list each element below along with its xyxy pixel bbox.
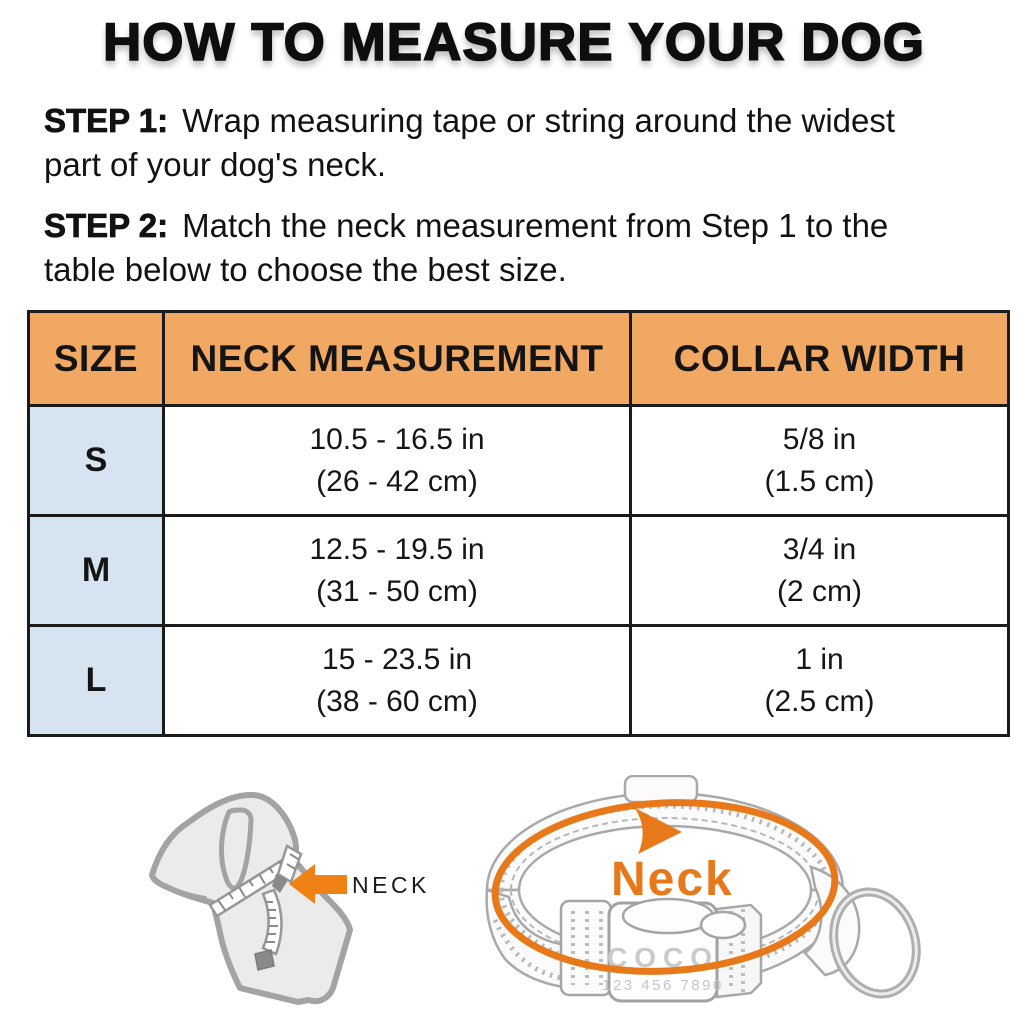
collar-width-cell xyxy=(631,406,1009,516)
step-2-label: STEP 2: xyxy=(44,207,169,244)
table-row-l xyxy=(29,626,1009,736)
collar-inches: 5/8 in xyxy=(782,422,857,456)
neck-measurement-cell xyxy=(164,406,631,516)
collar-inches: 1 in xyxy=(795,642,844,676)
neck-inches: 12.5 - 19.5 in xyxy=(309,532,485,566)
collar-engraved-phone: 123 456 7890 xyxy=(602,977,724,994)
size-cell: M xyxy=(29,516,164,626)
dog-measurement-illustration xyxy=(93,770,438,1025)
size-cell: S xyxy=(29,406,164,516)
step-1 xyxy=(44,99,949,187)
header-collar-width: COLLAR WIDTH xyxy=(631,312,1009,406)
collar-inches: 3/4 in xyxy=(782,532,857,566)
collar-neck-label: Neck xyxy=(611,853,734,906)
neck-cm: (26 - 42 cm) xyxy=(316,464,478,498)
tape-end-tab-icon xyxy=(255,950,274,970)
collar-illustration xyxy=(475,775,925,1025)
neck-inches: 15 - 23.5 in xyxy=(321,642,473,676)
table-row-s xyxy=(29,406,1009,516)
dog-head-icon xyxy=(152,795,350,1002)
collar-engraved-name: COCO xyxy=(607,942,719,973)
header-size: SIZE xyxy=(29,312,164,406)
page-title: HOW TO MEASURE YOUR DOG xyxy=(103,13,925,72)
size-chart-table xyxy=(27,310,1010,737)
neck-cm: (38 - 60 cm) xyxy=(316,684,478,718)
instructions xyxy=(44,99,949,309)
collar-width-cell xyxy=(631,626,1009,736)
step-2 xyxy=(44,204,949,292)
header-neck-measurement: NECK MEASUREMENT xyxy=(164,312,631,406)
header-row xyxy=(29,312,1009,406)
size-cell: L xyxy=(29,626,164,736)
neck-measurement-cell xyxy=(164,516,631,626)
collar-cm: (2.5 cm) xyxy=(764,684,875,718)
collar-width-cell xyxy=(631,516,1009,626)
step-1-label: STEP 1: xyxy=(44,102,169,139)
step-1-text: Wrap measuring tape or string around the widest part of your dog's neck. xyxy=(44,102,896,183)
neck-cm: (31 - 50 cm) xyxy=(316,574,478,608)
neck-label: NECK xyxy=(352,872,430,898)
table-row-m xyxy=(29,516,1009,626)
step-2-text: Match the neck measurement from Step 1 to the table below to choose the best size. xyxy=(44,207,889,288)
neck-inches: 10.5 - 16.5 in xyxy=(309,422,485,456)
buckle-icon xyxy=(561,899,761,1001)
neck-measurement-cell xyxy=(164,626,631,736)
collar-cm: (1.5 cm) xyxy=(764,464,875,498)
collar-cm: (2 cm) xyxy=(777,574,862,608)
